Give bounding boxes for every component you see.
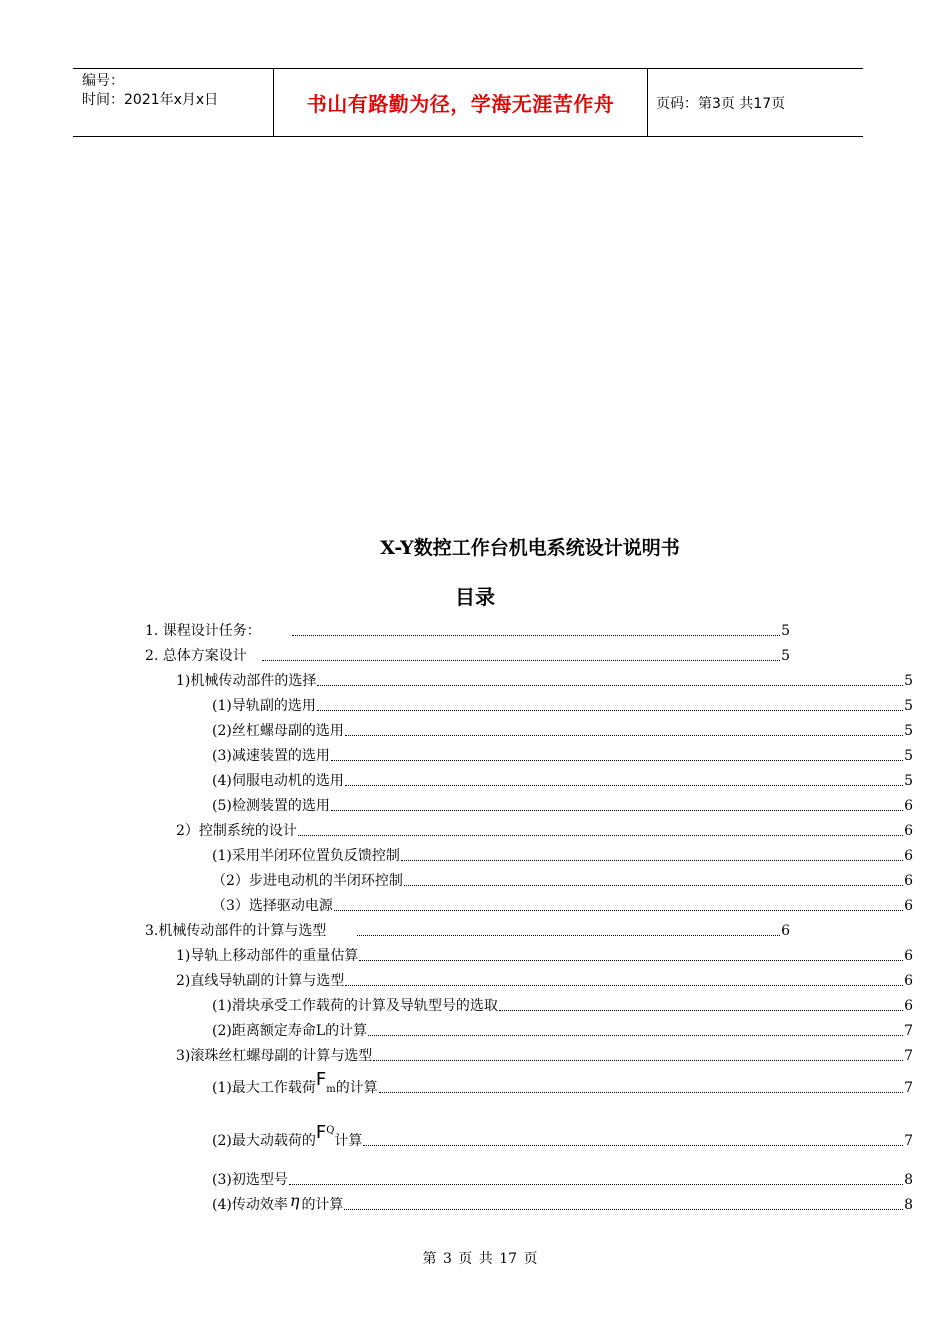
toc-entry-label: (2)距离额定寿命L的计算 — [212, 1023, 368, 1039]
toc-leader — [359, 959, 903, 961]
toc-leader — [345, 984, 903, 986]
formula-subscript: m — [326, 1084, 336, 1095]
toc-entry-label: 3)滚珠丝杠螺母副的计算与选型 — [176, 1048, 373, 1064]
toc-entry[interactable] — [176, 1047, 913, 1065]
toc-leader — [292, 634, 780, 636]
toc-entry-page: 5 — [904, 673, 913, 689]
toc-entry-label: (2)最大动载荷的 — [212, 1133, 316, 1149]
toc-entry-page: 6 — [904, 798, 913, 814]
toc-entry[interactable] — [212, 1191, 913, 1214]
toc-leader — [262, 659, 780, 661]
formula-symbol: η — [289, 1191, 300, 1210]
toc-leader — [317, 684, 903, 686]
toc-entry[interactable] — [145, 647, 790, 665]
toc-leader — [345, 784, 903, 786]
number-label: 编号： — [82, 73, 124, 89]
toc-entry-page: 5 — [904, 773, 913, 789]
toc-leader — [401, 859, 903, 861]
toc-entry-page: 7 — [904, 1133, 913, 1149]
document-title: X-Y数控工作台机电系统设计说明书 — [380, 537, 680, 559]
toc-leader — [357, 934, 780, 936]
toc-leader — [289, 1183, 903, 1185]
toc-entry-label: (1)最大工作载荷 — [212, 1080, 316, 1096]
toc-entry-label: (1)滑块承受工作载荷的计算及导轨型号的选取 — [212, 998, 498, 1014]
toc-entry-page: 5 — [904, 698, 913, 714]
toc-entry[interactable] — [212, 872, 913, 890]
toc-entry-label: 1. 课程设计任务： — [145, 623, 261, 639]
toc-entry-page: 8 — [904, 1172, 913, 1188]
toc-entry-page: 5 — [904, 748, 913, 764]
toc-leader — [317, 709, 903, 711]
toc-leader — [331, 809, 903, 811]
toc-entry-page: 5 — [781, 623, 790, 639]
toc-entry-label-end: 计算 — [334, 1133, 363, 1149]
toc-leader — [345, 734, 903, 736]
toc-entry-page: 6 — [904, 823, 913, 839]
toc-leader — [344, 1208, 903, 1210]
formula-symbol: F — [315, 1069, 327, 1090]
toc-entry-label: (3)减速装置的选用 — [212, 748, 330, 764]
header-page-label: 页码：第3页 共17页 — [656, 95, 786, 112]
toc-entry-label: (4)伺服电动机的选用 — [212, 773, 344, 789]
toc-leader — [404, 884, 903, 886]
toc-leader — [334, 909, 903, 911]
toc-entry[interactable] — [145, 622, 790, 640]
toc-entry-page: 7 — [904, 1023, 913, 1039]
formula-subscript: Q — [326, 1125, 335, 1136]
toc-entry-label: (5)检测装置的选用 — [212, 798, 330, 814]
time-label: 时间：2021年x月x日 — [82, 92, 219, 108]
toc-entry[interactable] — [212, 697, 913, 715]
toc-entry[interactable] — [176, 972, 913, 990]
toc-entry[interactable] — [176, 947, 913, 965]
toc-entry-page: 8 — [904, 1197, 913, 1213]
toc-entry-page: 5 — [904, 723, 913, 739]
formula-symbol: F — [315, 1122, 327, 1143]
toc-leader — [298, 834, 903, 836]
toc-entry[interactable] — [212, 897, 913, 915]
toc-entry-label-end: 的计算 — [301, 1197, 344, 1213]
toc-entry[interactable] — [212, 772, 913, 790]
toc-entry[interactable] — [176, 822, 913, 840]
toc-entry-page: 7 — [904, 1048, 913, 1064]
toc-entry-label: 2）控制系统的设计 — [176, 823, 297, 839]
toc-entry[interactable] — [212, 747, 913, 765]
toc-leader — [499, 1009, 903, 1011]
toc-leader — [363, 1144, 903, 1146]
toc-entry-label: 2. 总体方案设计 — [145, 648, 247, 664]
toc-entry-page: 6 — [904, 973, 913, 989]
toc-entry-label: (1)采用半闭环位置负反馈控制 — [212, 848, 400, 864]
toc-entry-label: 1)导轨上移动部件的重量估算 — [176, 948, 359, 964]
toc-entry-label: (4)传动效率 — [212, 1197, 288, 1213]
toc-entry-label: (2)丝杠螺母副的选用 — [212, 723, 344, 739]
toc-leader — [373, 1059, 903, 1061]
toc-entry-page: 6 — [904, 898, 913, 914]
toc-entry-page: 6 — [904, 998, 913, 1014]
page-footer: 第 3 页 共 17 页 — [422, 1251, 538, 1267]
toc-leader — [331, 759, 903, 761]
toc-entry[interactable] — [145, 922, 790, 940]
toc-entry[interactable] — [212, 1171, 913, 1189]
toc-entry[interactable] — [212, 847, 913, 865]
toc-heading: 目录 — [455, 585, 495, 609]
toc-entry-page: 6 — [904, 948, 913, 964]
toc-entry-label: （2）步进电动机的半闭环控制 — [212, 873, 403, 889]
toc-entry-label: (1)导轨副的选用 — [212, 698, 316, 714]
toc-entry-label: 1)机械传动部件的选择 — [176, 673, 317, 689]
toc-entry-page: 6 — [904, 848, 913, 864]
toc-entry[interactable] — [212, 1122, 913, 1150]
toc-entry[interactable] — [212, 1022, 913, 1040]
toc-entry-label-end: 的计算 — [335, 1080, 378, 1096]
toc-entry[interactable] — [212, 797, 913, 815]
toc-entry-label: 2)直线导轨副的计算与选型 — [176, 973, 345, 989]
toc-entry-page: 7 — [904, 1080, 913, 1096]
toc-entry-label: (3)初选型号 — [212, 1172, 288, 1188]
toc-entry-page: 5 — [781, 648, 790, 664]
toc-leader — [379, 1091, 903, 1093]
toc-leader — [368, 1034, 903, 1036]
toc-entry[interactable] — [212, 1069, 913, 1097]
toc-entry[interactable] — [212, 722, 913, 740]
toc-entry-label: 3.机械传动部件的计算与选型 — [145, 923, 327, 939]
toc-entry[interactable] — [212, 997, 913, 1015]
toc-entry-page: 6 — [904, 873, 913, 889]
toc-entry[interactable] — [176, 672, 913, 690]
toc-entry-label: （3）选择驱动电源 — [212, 898, 333, 914]
header-motto: 书山有路勤为径，学海无涯苦作舟 — [273, 69, 648, 136]
toc-entry-page: 6 — [781, 923, 790, 939]
